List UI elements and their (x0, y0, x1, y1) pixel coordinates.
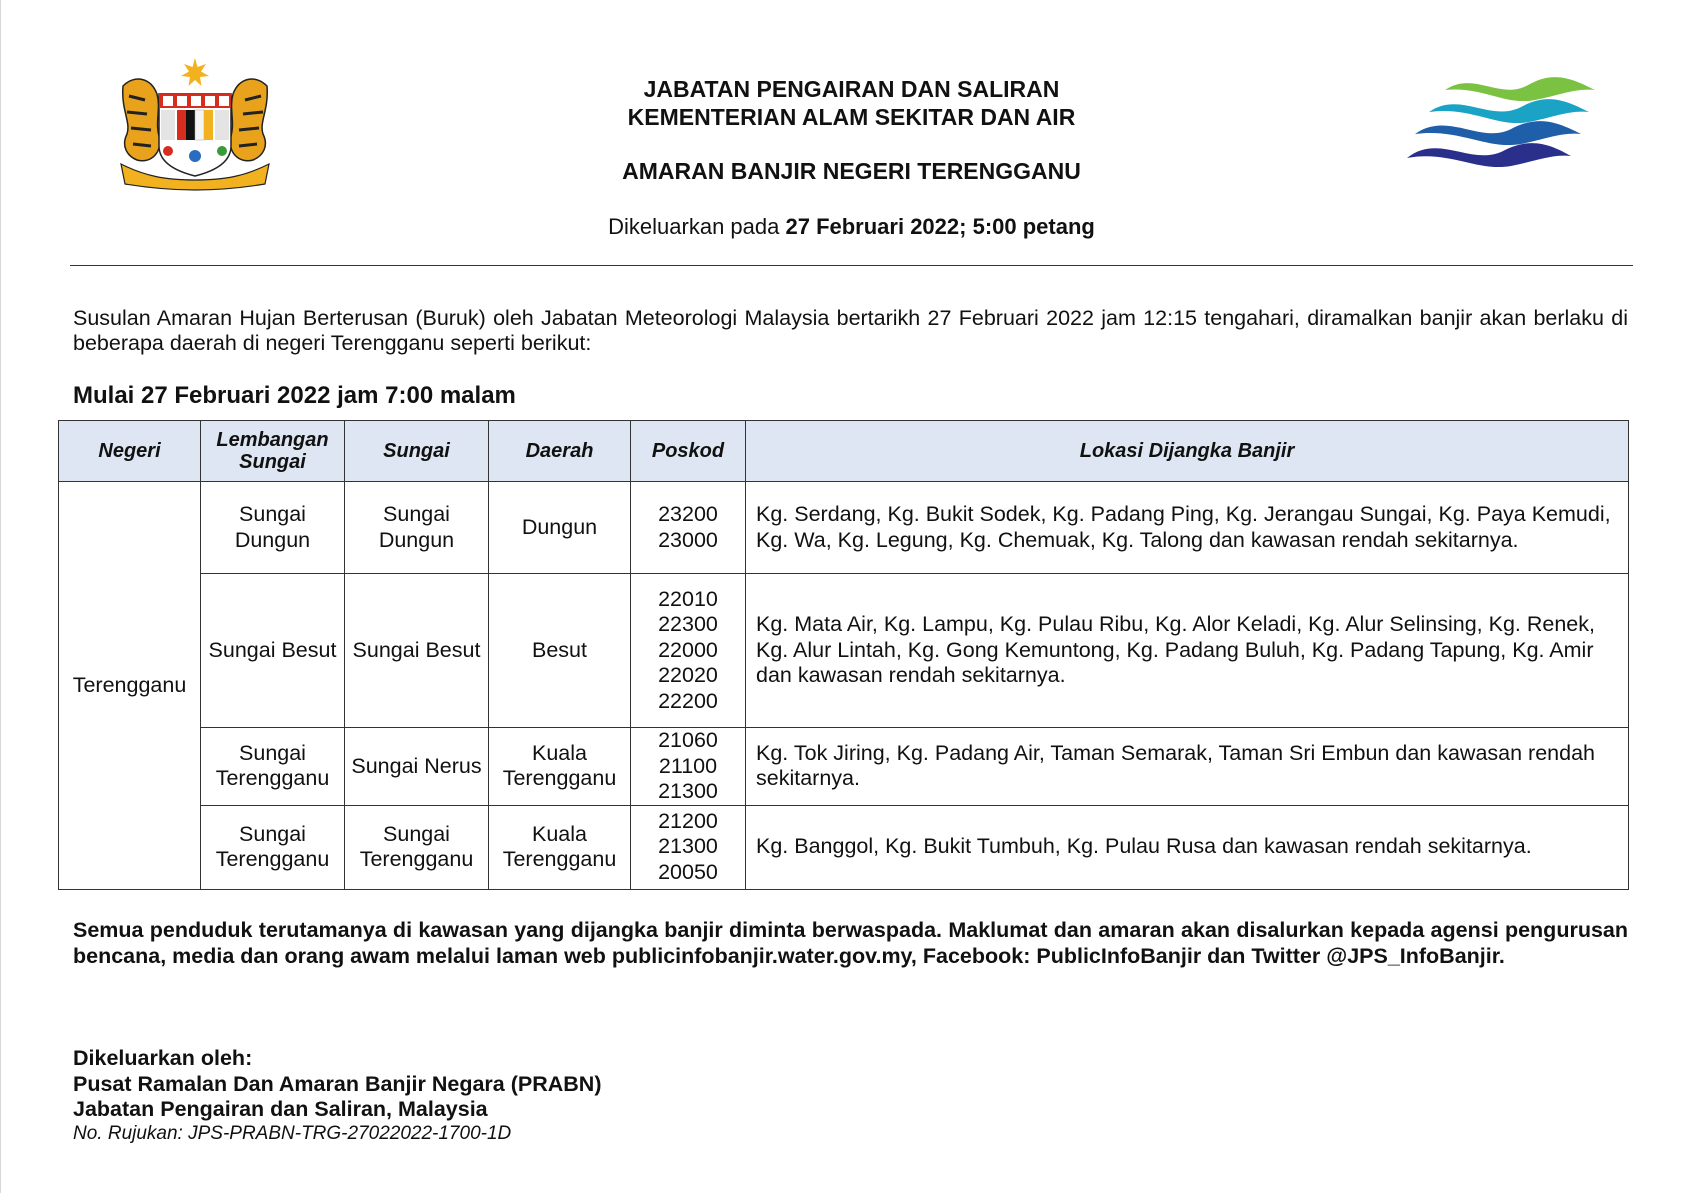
table-row (59, 482, 1629, 574)
document-title: AMARAN BANJIR NEGERI TERENGGANU (622, 158, 1081, 184)
lembangan-cell: Sungai Besut (201, 574, 345, 728)
issuer-line-1: Pusat Ramalan Dan Amaran Banjir Negara (PRABN) (73, 1071, 602, 1096)
flood-warning-table (58, 420, 1629, 890)
postcode: 22020 (658, 663, 718, 688)
postcode: 21060 (658, 728, 718, 752)
state-cell: Terengganu (59, 482, 201, 890)
header-divider (70, 265, 1633, 266)
section-title: Mulai 27 Februari 2022 jam 7:00 malam (73, 382, 516, 409)
column-header-lokasi: Lokasi Dijangka Banjir (746, 421, 1629, 482)
table-header-row (59, 421, 1629, 482)
postcode: 22000 (658, 637, 718, 662)
lembangan-cell: Sungai Terengganu (201, 728, 345, 806)
sungai-cell: Sungai Dungun (345, 482, 489, 574)
table-row (59, 805, 1629, 889)
postcode: 23000 (658, 527, 718, 552)
issuer-line-2: Jabatan Pengairan dan Saliran, Malaysia (73, 1097, 488, 1121)
postcode: 22200 (658, 688, 718, 713)
postcode: 21100 (658, 753, 718, 778)
postcode: 21300 (658, 779, 718, 803)
issued-date: 27 Februari 2022; 5:00 petang (785, 214, 1095, 239)
issued-date-line (0, 214, 1703, 240)
lembangan-cell: Sungai Terengganu (201, 805, 345, 889)
postcode: 20050 (658, 859, 718, 884)
lokasi-cell: Kg. Banggol, Kg. Bukit Tumbuh, Kg. Pulau Rusa dan kawasan rendah sekitarnya. (746, 805, 1629, 889)
poskod-cell (631, 728, 746, 806)
sungai-cell: Sungai Nerus (345, 728, 489, 806)
lokasi-cell: Kg. Serdang, Kg. Bukit Sodek, Kg. Padang Ping, Kg. Jerangau Sungai, Kg. Paya Kemudi, Kg. Wa, Kg. Legung, Kg. Chemuak, Kg. Talong dan kawasan rendah sekitarnya. (746, 482, 1629, 574)
postcode: 22010 (658, 586, 718, 611)
org-name-line-2: KEMENTERIAN ALAM SEKITAR DAN AIR (627, 104, 1076, 130)
reference-number: No. Rujukan: JPS-PRABN-TRG-27022022-1700-1D (73, 1122, 512, 1144)
lokasi-cell: Kg. Tok Jiring, Kg. Padang Air, Taman Semarak, Taman Sri Embun dan kawasan rendah sekitarnya. (746, 728, 1629, 806)
daerah-cell: Besut (489, 574, 631, 728)
postcode: 23200 (658, 502, 718, 526)
intro-paragraph: Susulan Amaran Hujan Berterusan (Buruk) oleh Jabatan Meteorologi Malaysia bertarikh 27 Februari 2022 jam 12:15 tengahari, diramalkan banjir akan berlaku di beberapa daerah di negeri Terengganu seperti berikut: (73, 306, 1628, 355)
column-header-negeri: Negeri (59, 421, 201, 482)
sungai-cell: Sungai Terengganu (345, 805, 489, 889)
issuer-block (73, 1046, 601, 1145)
column-header-poskod: Poskod (631, 421, 746, 482)
lembangan-cell: Sungai Dungun (201, 482, 345, 574)
poskod-cell (631, 574, 746, 728)
issued-by-label: Dikeluarkan oleh: (73, 1046, 253, 1070)
column-header-lembangan: Lembangan Sungai (201, 421, 345, 482)
column-header-daerah: Daerah (489, 421, 631, 482)
column-header-sungai: Sungai (345, 421, 489, 482)
daerah-cell: Kuala Terengganu (489, 805, 631, 889)
postcode: 21200 (658, 808, 718, 833)
daerah-cell: Dungun (489, 482, 631, 574)
issued-prefix: Dikeluarkan pada (608, 214, 786, 239)
public-notice: Semua penduduk terutamanya di kawasan yang dijangka banjir diminta berwaspada. Maklumat dan amaran akan disalurkan kepada agensi pengurusan bencana, media dan orang awam melalui laman web publicinfobanjir.water.gov.my, Facebook: PublicInfoBanjir dan Twitter @JPS_InfoBanjir. (73, 918, 1628, 968)
daerah-cell: Kuala Terengganu (489, 728, 631, 806)
sungai-cell: Sungai Besut (345, 574, 489, 728)
org-name-line-1: JABATAN PENGAIRAN DAN SALIRAN (643, 76, 1060, 102)
poskod-cell (631, 482, 746, 574)
table-row (59, 574, 1629, 728)
postcode: 21300 (658, 834, 718, 859)
table-row (59, 728, 1629, 806)
poskod-cell (631, 805, 746, 889)
postcode: 22300 (658, 612, 718, 637)
lokasi-cell: Kg. Mata Air, Kg. Lampu, Kg. Pulau Ribu, Kg. Alor Keladi, Kg. Alur Selinsing, Kg. Renek, Kg. Alur Lintah, Kg. Gong Kemuntong, Kg. Padang Buluh, Kg. Padang Tapung, Kg. Amir dan kawasan rendah sekitarnya. (746, 574, 1629, 728)
